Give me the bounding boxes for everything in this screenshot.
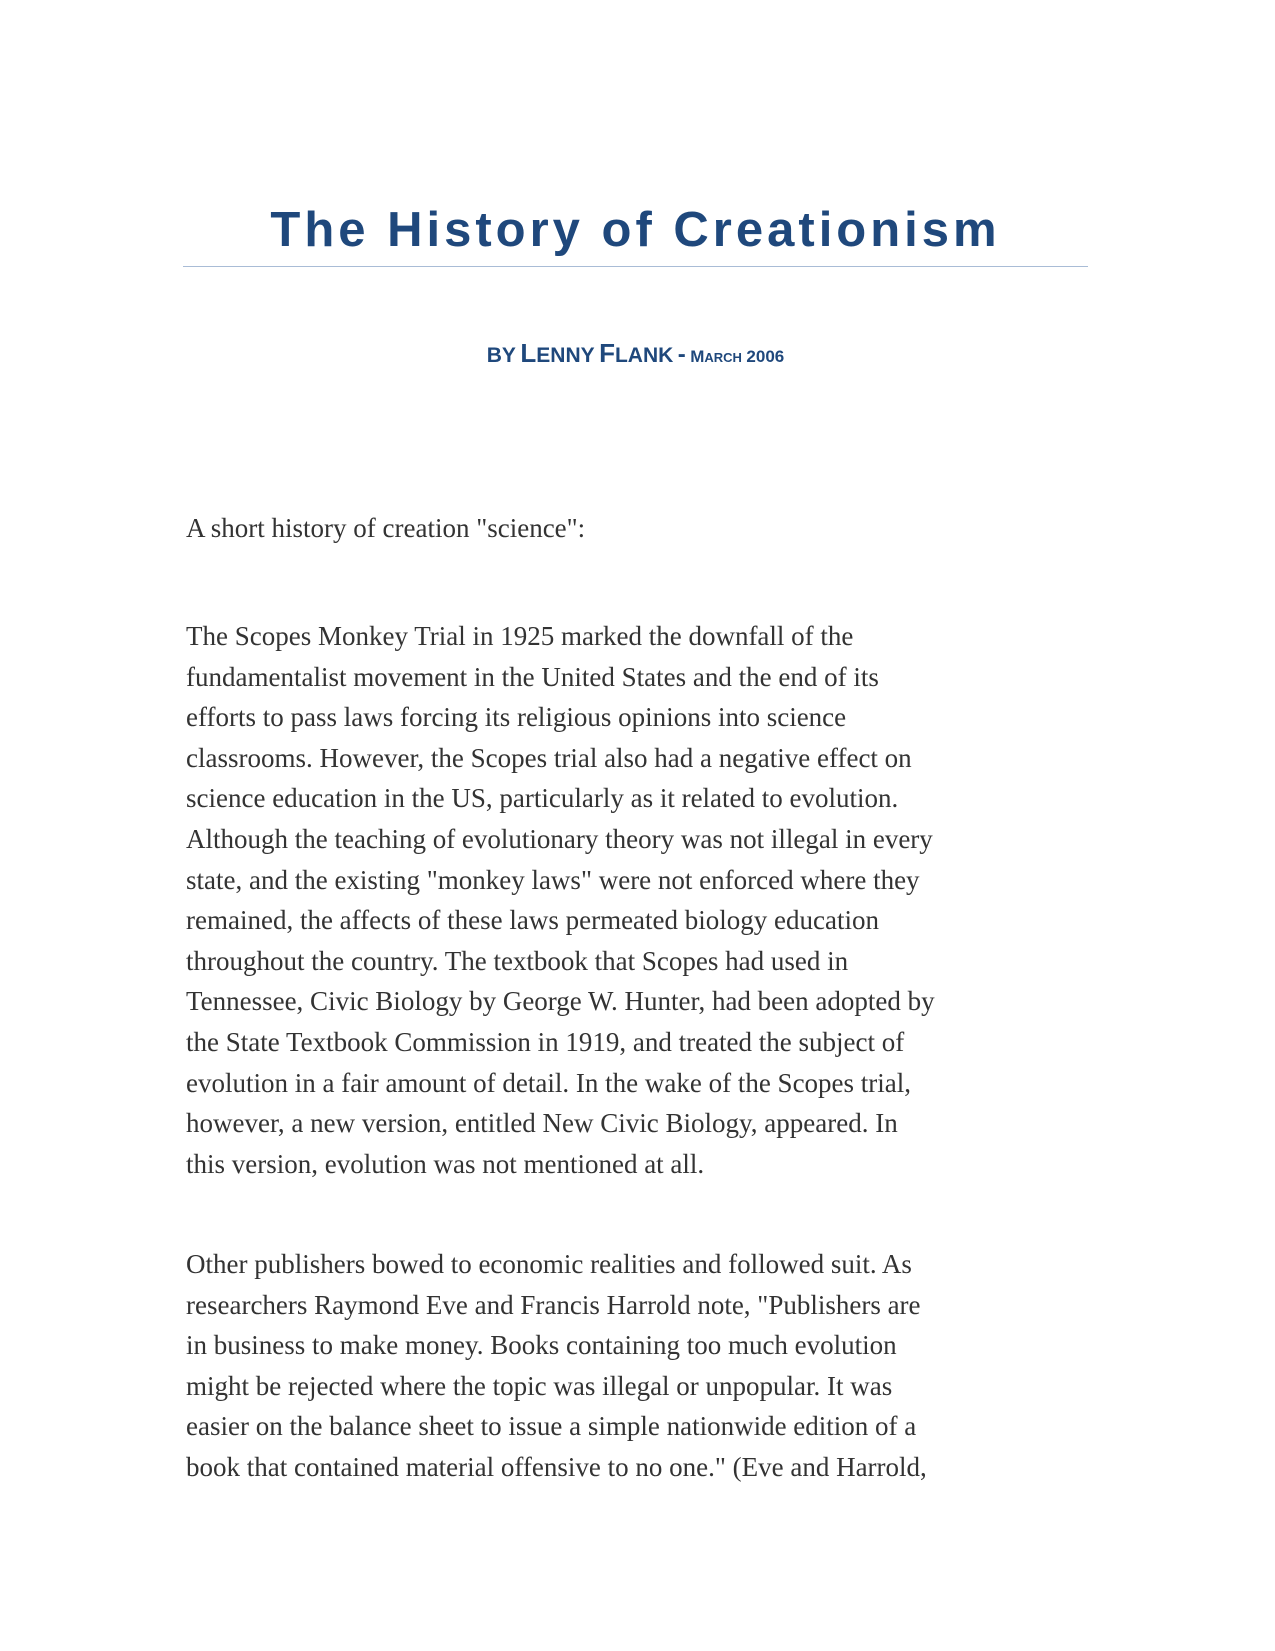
date-month-rest: ARCH	[704, 350, 742, 365]
paragraph-line: book that contained material offensive to no one." (Eve and Harrold,	[186, 1451, 927, 1482]
date-year: 2006	[746, 347, 785, 366]
paragraph-line: remained, the affects of these laws permeated biology education	[186, 905, 879, 936]
paragraph-line: The Scopes Monkey Trial in 1925 marked the downfall of the	[186, 621, 854, 651]
paragraph-line: science education in the US, particularly as it related to evolution.	[186, 783, 899, 814]
paragraph-line: however, a new version, entitled New Civic Biology, appeared. In	[186, 1108, 898, 1139]
paragraph-line: this version, evolution was not mentioned at all.	[186, 1148, 705, 1179]
document-title: The History of Creationism	[270, 203, 1001, 257]
author-last-rest: LANK	[614, 344, 674, 367]
date-month-initial: M	[690, 347, 705, 366]
paragraph-line: the State Textbook Commission in 1919, and treated the subject of	[186, 1026, 905, 1057]
paragraph-line: Tennessee, Civic Biology by George W. Hunter, had been adopted by	[186, 986, 935, 1017]
paragraph-line: researchers Raymond Eve and Francis Harrold note, "Publishers are	[186, 1289, 921, 1320]
intro-text: A short history of creation "science":	[186, 513, 586, 543]
title-divider	[183, 266, 1088, 267]
paragraph-line: efforts to pass laws forcing its religious opinions into science	[186, 702, 847, 733]
paragraph-line: Although the teaching of evolutionary theory was not illegal in every	[186, 823, 933, 854]
author-first-rest: ENNY	[536, 344, 595, 367]
paragraph-line: state, and the existing "monkey laws" were not enforced where they	[186, 864, 920, 895]
paragraph-2	[186, 1244, 1086, 1488]
author-first-initial: L	[520, 338, 537, 368]
paragraph-line: in business to make money. Books containing too much evolution	[186, 1330, 897, 1361]
author-last-initial: F	[599, 338, 615, 368]
paragraph-line: evolution in a fair amount of detail. In the wake of the Scopes trial,	[186, 1067, 912, 1098]
byline-dash: -	[677, 341, 686, 368]
byline	[183, 340, 1088, 367]
paragraph-line: might be rejected where the topic was illegal or unpopular. It was	[186, 1370, 893, 1401]
paragraph-line: Other publishers bowed to economic realities and followed suit. As	[186, 1249, 912, 1279]
byline-by: BY	[486, 344, 516, 367]
paragraph-line: classrooms. However, the Scopes trial also had a negative effect on	[186, 742, 912, 773]
paragraph-line: easier on the balance sheet to issue a simple nationwide edition of a	[186, 1411, 917, 1442]
paragraph-line: throughout the country. The textbook that Scopes had used in	[186, 945, 849, 976]
paragraph-line: fundamentalist movement in the United States and the end of its	[186, 661, 879, 692]
paragraph-1	[186, 616, 1086, 1184]
